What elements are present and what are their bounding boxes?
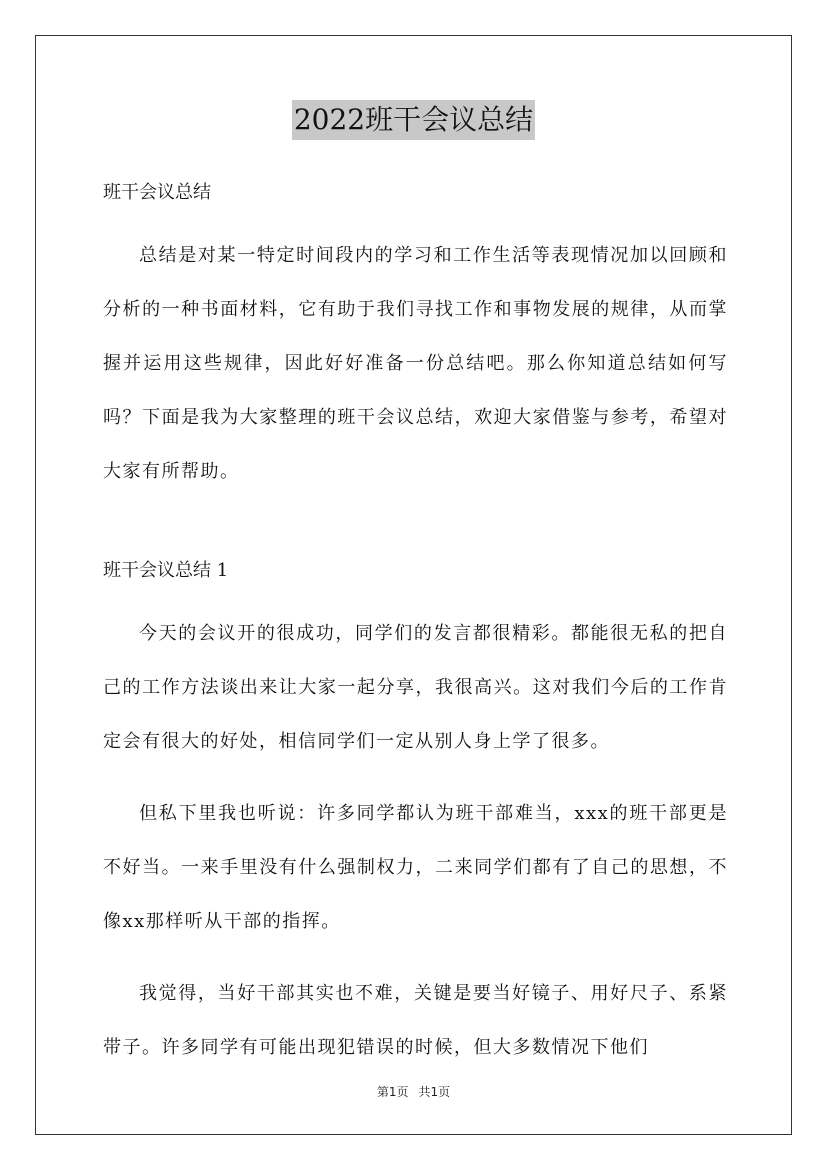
document-title: 2022班干会议总结 bbox=[292, 100, 535, 140]
section1-paragraph: 我觉得，当好干部其实也不难，关键是要当好镜子、用好尺子、系紧带子。许多同学有可能出现犯错误的时候，但大多数情况下他们 bbox=[103, 983, 728, 1058]
document-body bbox=[103, 175, 728, 1093]
section1-heading: 班干会议总结 1 bbox=[103, 560, 229, 581]
section1-paragraph: 但私下里我也听说：许多同学都认为班干部难当，xxx的班干部更是不好当。一来手里没有什么强制权力，二来同学们都有了自己的思想，不像xx那样听从干部的指挥。 bbox=[103, 803, 728, 932]
page-number-total: 共1页 bbox=[418, 1085, 451, 1099]
title-container bbox=[0, 100, 827, 140]
intro-heading: 班干会议总结 bbox=[103, 182, 211, 203]
page-number-current: 第1页 bbox=[376, 1085, 409, 1099]
section1-paragraph: 今天的会议开的很成功，同学们的发言都很精彩。都能很无私的把自己的工作方法谈出来让大家一起分享，我很高兴。这对我们今后的工作肯定会有很大的好处，相信同学们一定从别人身上学了很多。 bbox=[103, 623, 728, 752]
section-spacer bbox=[103, 517, 728, 553]
intro-paragraph: 总结是对某一特定时间段内的学习和工作生活等表现情况加以回顾和分析的一种书面材料，它有助于我们寻找工作和事物发展的规律，从而掌握并运用这些规律，因此好好准备一份总结吧。那么你知道总结如何写吗？下面是我为大家整理的班干会议总结，欢迎大家借鉴与参考，希望对大家有所帮助。 bbox=[103, 245, 728, 482]
page-footer bbox=[0, 1083, 827, 1100]
